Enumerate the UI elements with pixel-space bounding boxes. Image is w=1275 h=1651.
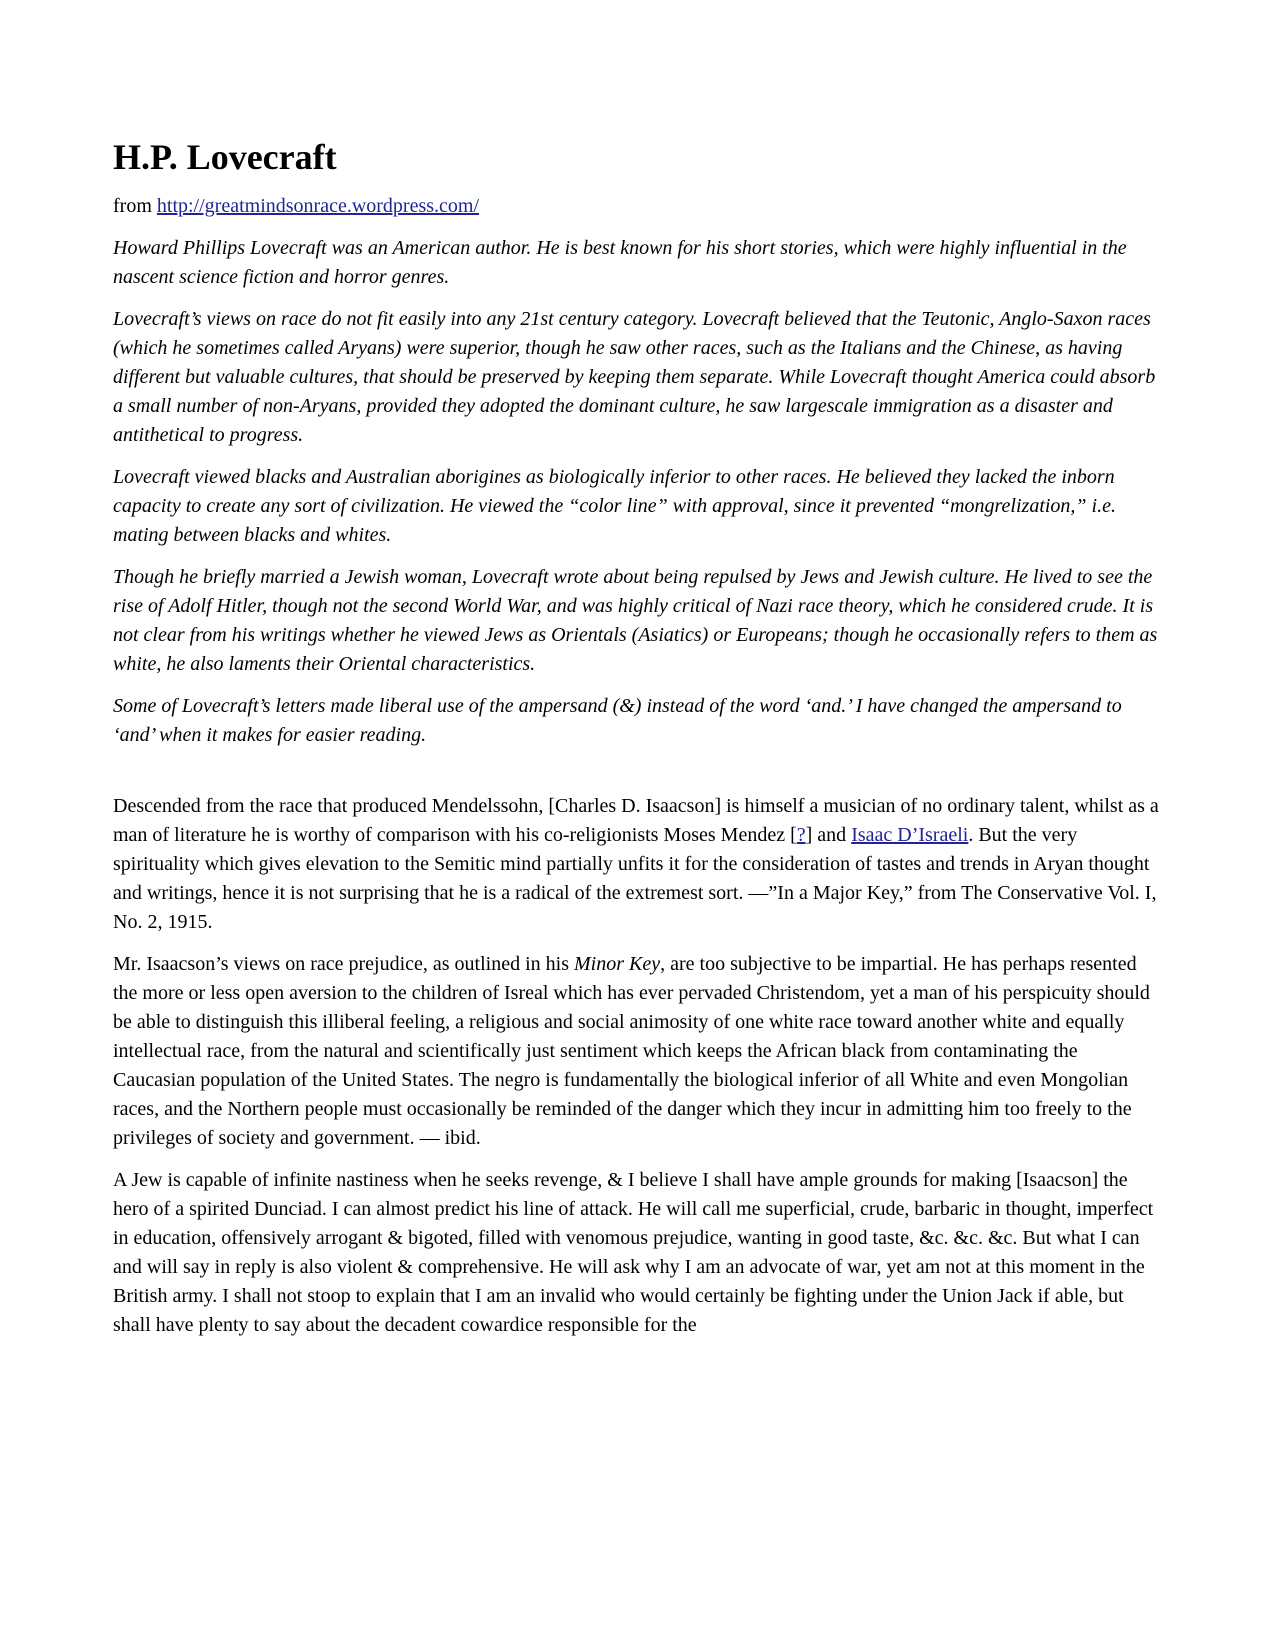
source-prefix: from <box>113 195 157 217</box>
quote-paragraph-major-key <box>113 792 1162 937</box>
text-segment: ] and <box>805 824 852 846</box>
text-segment: . But the very spirituality which gives elevation to the Semitic mind partially unfits it for the consideration of tastes and trends in Aryan thought and writings, hence it is not surprising that he is a radical of the extremest sort. —”In a Major Key,” from The Conservative Vol. I, No. 2, 1915. <box>113 824 1157 933</box>
source-url-link[interactable]: http://greatmindsonrace.wordpress.com/ <box>156 195 480 217</box>
text-segment: A Jew is capable of infinite nastiness when he seeks revenge, & I believe I shall have ample grounds for making [Isaacson] the hero of a spirited Dunciad. I can almost predict his line of attack. He will call me superficial, crude, barbaric in thought, imperfect in education, offensively arrogant & bigoted, filled with venomous prejudice, wanting in good taste, &c. &c. &c. But what I can and will say in reply is also violent & comprehensive. He will ask why I am an advocate of war, yet am not at this moment in the British army. I shall not stoop to explain that I am an invalid who would certainly be fighting under the Union Jack if able, but shall have plenty to say about the decadent cowardice responsible for the <box>113 1169 1154 1336</box>
text-segment: Mr. Isaacson’s views on race prejudice, as outlined in his <box>113 953 574 975</box>
intro-paragraph-views: Lovecraft’s views on race do not fit easily into any 21st century category. Lovecraft believed that the Teutonic, Anglo-Saxon races (which he sometimes called Aryans) were superior, though he saw other races, such as the Italians and the Chinese, as having different but valuable cultures, that should be preserved by keeping them separate. While Lovecraft thought America could absorb a small number of non-Aryans, provided they adopted the dominant culture, he saw largescale immigration as a disaster and antithetical to progress. <box>113 308 1156 446</box>
intro-paragraph-blacks: Lovecraft viewed blacks and Australian aborigines as biologically inferior to other races. He believed they lacked the inborn capacity to create any sort of civilization. He viewed the “color line” with approval, since it prevented “mongrelization,” i.e. mating between blacks and whites. <box>113 466 1116 546</box>
isaac-disraeli-link[interactable]: Isaac D’Israeli <box>851 824 969 846</box>
intro-paragraph-bio: Howard Phillips Lovecraft was an American author. He is best known for his short stories, which were highly influential in the nascent science fiction and horror genres. <box>113 237 1127 288</box>
quote-paragraph-jew-revenge <box>113 1166 1162 1340</box>
intro-paragraph-ampersand: Some of Lovecraft’s letters made liberal use of the ampersand (&) instead of the word ‘and.’ I have changed the ampersand to ‘and’ when it makes for easier reading. <box>113 695 1122 746</box>
intro-paragraph-jews: Though he briefly married a Jewish woman, Lovecraft wrote about being repulsed by Jews and Jewish culture. He lived to see the rise of Adolf Hitler, though not the second World War, and was highly critical of Nazi race theory, which he considered crude. It is not clear from his writings whether he viewed Jews as Orientals (Asiatics) or Europeans; though he occasionally refers to them as white, he also laments their Oriental characteristics. <box>113 566 1158 675</box>
quote-paragraph-minor-key <box>113 950 1162 1153</box>
question-mark-link[interactable]: ? <box>796 824 806 846</box>
source-line <box>113 192 1162 221</box>
minor-key-title: Minor Key <box>574 953 661 975</box>
text-segment: , are too subjective to be impartial. He has perhaps resented the more or less open aversion to the children of Isreal which has ever pervaded Christendom, yet a man of his perspicuity should be able to distinguish this illiberal feeling, a religious and social animosity of one white race toward another white and equally intellectual race, from the natural and scientifically just sentiment which keeps the African black from contaminating the Caucasian population of the United States. The negro is fundamentally the biological inferior of all White and even Mongolian races, and the Northern people must occasionally be reminded of the danger which they incur in admitting him too freely to the privileges of society and government. — ibid. <box>113 953 1150 1149</box>
text-segment: Descended from the race that produced Mendelssohn, [Charles D. Isaacson] is himself a musician of no ordinary talent, whilst as a man of literature he is worthy of comparison with his co-religionists Moses Mendez [ <box>113 795 1159 846</box>
page-title: H.P. Lovecraft <box>113 137 337 177</box>
section-gap <box>113 763 1162 792</box>
